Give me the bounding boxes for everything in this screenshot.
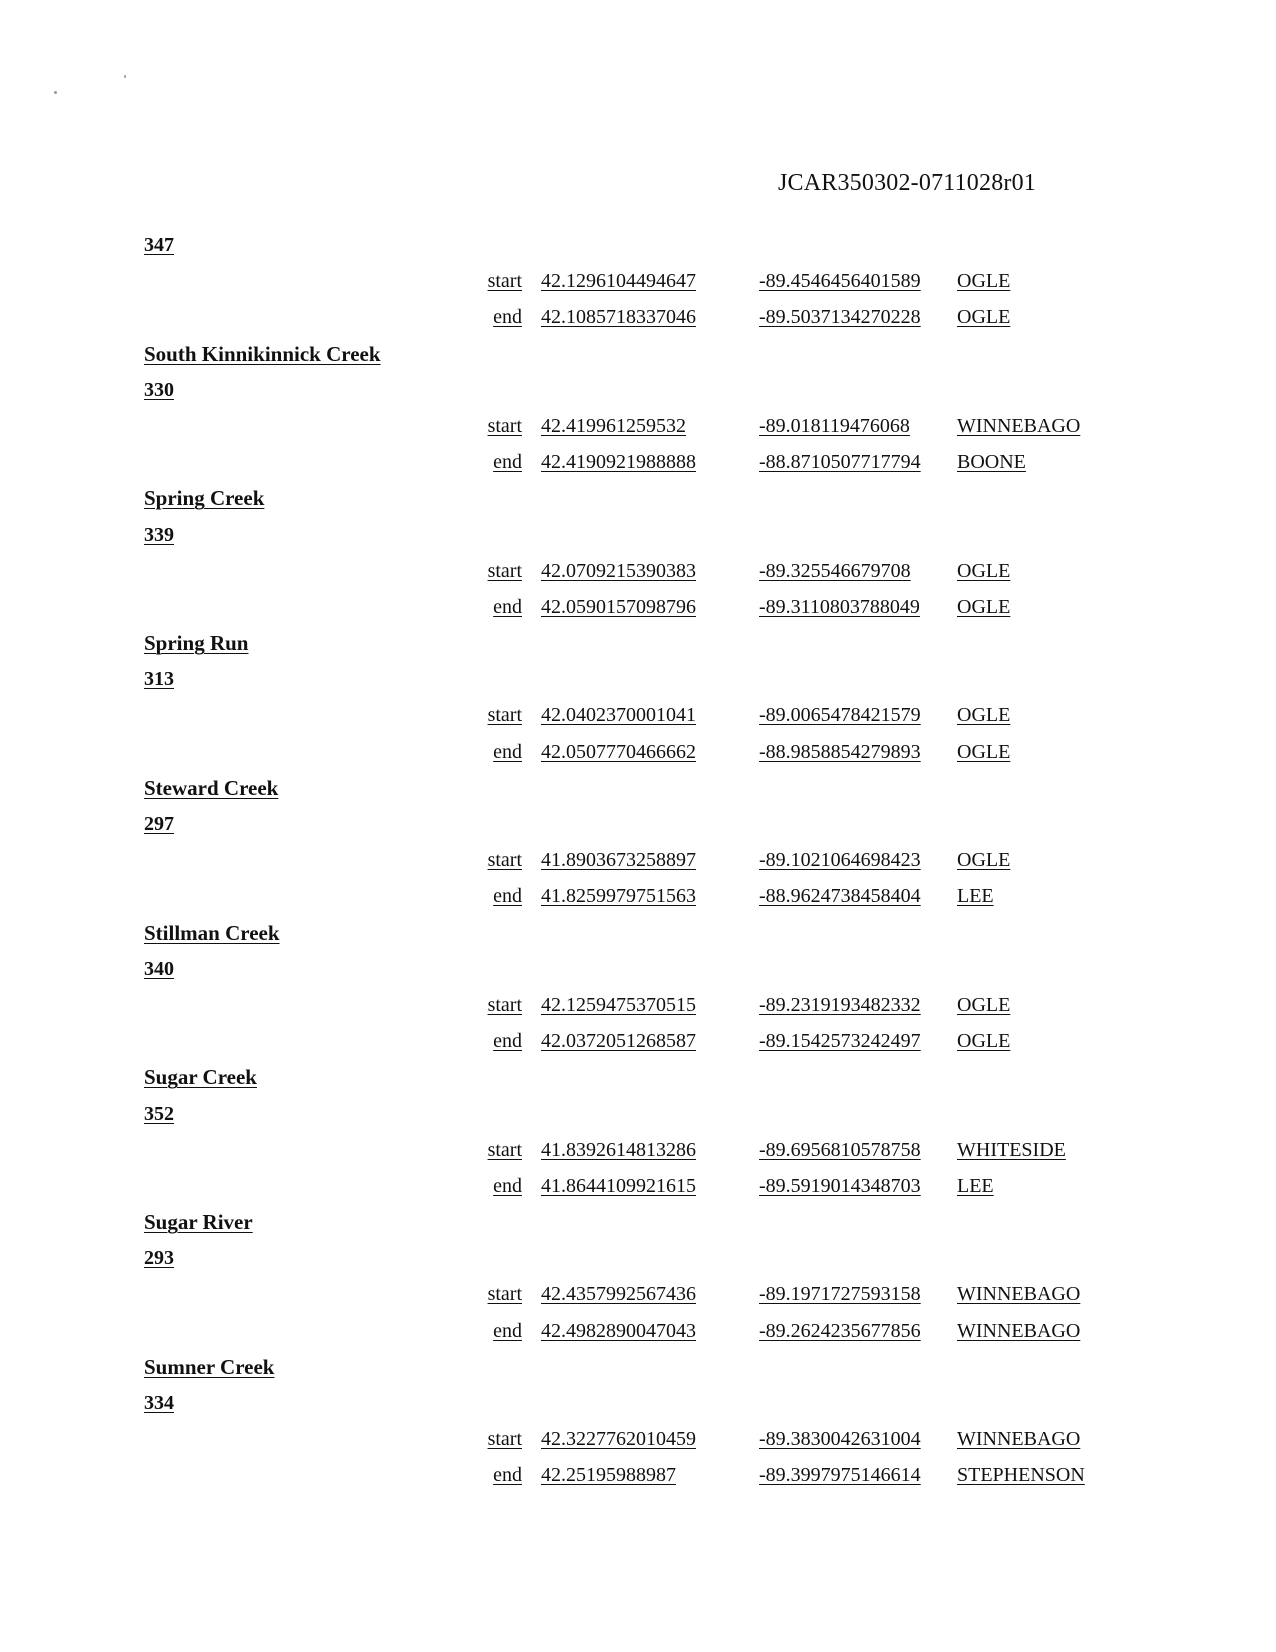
latitude-value: 42.4190921988888 [541, 451, 696, 474]
stream-name: Sugar Creek [144, 1065, 257, 1090]
start-point-row [0, 408, 1276, 444]
stream-name-row [0, 480, 1276, 516]
county-name: WHITESIDE [957, 1138, 1066, 1161]
stream-name-row [0, 1059, 1276, 1095]
scan-speck [124, 75, 126, 78]
latitude-value: 42.0590157098796 [541, 595, 696, 618]
end-label: end [493, 451, 522, 474]
latitude-value: 42.1085718337046 [541, 306, 696, 329]
stream-entry [0, 1204, 1276, 1349]
latitude-value: 42.1259475370515 [541, 993, 696, 1016]
longitude-value: -88.8710507717794 [759, 451, 921, 474]
stream-name: Spring Creek [144, 486, 265, 511]
segment-number: 352 [144, 1102, 174, 1125]
document-id: JCAR350302-0711028r01 [778, 170, 1036, 196]
segment-number: 330 [144, 378, 174, 401]
latitude-value: 42.0402370001041 [541, 704, 696, 727]
county-name: OGLE [957, 595, 1011, 618]
stream-entry [0, 625, 1276, 770]
segment-number: 340 [144, 957, 174, 980]
longitude-value: -89.5037134270228 [759, 306, 921, 329]
start-point-row [0, 1276, 1276, 1312]
latitude-value: 42.3227762010459 [541, 1428, 696, 1451]
stream-name: Spring Run [144, 631, 249, 656]
longitude-value: -89.018119476068 [759, 414, 910, 437]
end-label: end [493, 595, 522, 618]
start-label: start [487, 1138, 522, 1161]
start-label: start [487, 270, 522, 293]
start-point-row [0, 697, 1276, 733]
county-name: WINNEBAGO [957, 1319, 1081, 1342]
stream-name-row [0, 1204, 1276, 1240]
stream-entry [0, 1349, 1276, 1494]
segment-number: 334 [144, 1392, 174, 1414]
latitude-value: 42.4982890047043 [541, 1319, 696, 1342]
stream-entry [0, 770, 1276, 915]
segment-number: 347 [144, 234, 174, 256]
stream-name-row [0, 1349, 1276, 1385]
latitude-value: 42.1296104494647 [541, 270, 696, 293]
latitude-value: 41.8392614813286 [541, 1138, 696, 1161]
county-name: WINNEBAGO [957, 1428, 1081, 1451]
segment-number-row [0, 951, 1276, 987]
longitude-value: -89.325546679708 [759, 559, 911, 582]
end-point-row [0, 1168, 1276, 1204]
longitude-value: -89.3110803788049 [759, 595, 920, 618]
stream-segment-list [0, 227, 1276, 1494]
county-name: OGLE [957, 270, 1011, 293]
end-point-row [0, 444, 1276, 480]
segment-number: 339 [144, 523, 174, 546]
stream-entry [0, 336, 1276, 481]
end-point-row [0, 1457, 1276, 1493]
end-label: end [493, 306, 522, 329]
stream-name-row [0, 770, 1276, 806]
start-label: start [487, 849, 522, 872]
latitude-value: 42.25195988987 [541, 1464, 676, 1487]
start-label: start [487, 993, 522, 1016]
longitude-value: -89.1542573242497 [759, 1030, 921, 1053]
stream-name-row [0, 915, 1276, 951]
stream-name: Steward Creek [144, 775, 279, 800]
end-point-row [0, 1313, 1276, 1349]
start-label: start [487, 414, 522, 437]
county-name: OGLE [957, 993, 1011, 1016]
longitude-value: -89.5919014348703 [759, 1174, 921, 1197]
start-point-row [0, 1421, 1276, 1457]
end-label: end [493, 1319, 522, 1342]
start-label: start [487, 1428, 522, 1451]
start-label: start [487, 559, 522, 582]
segment-number: 313 [144, 668, 174, 691]
longitude-value: -88.9624738458404 [759, 885, 921, 908]
county-name: LEE [957, 885, 994, 908]
stream-name: Stillman Creek [144, 920, 280, 945]
start-point-row [0, 842, 1276, 878]
county-name: OGLE [957, 740, 1011, 763]
segment-number: 293 [144, 1247, 174, 1270]
county-name: OGLE [957, 704, 1011, 727]
latitude-value: 42.0507770466662 [541, 740, 696, 763]
segment-number-row [0, 1385, 1276, 1421]
stream-name: Sugar River [144, 1210, 253, 1235]
end-point-row [0, 878, 1276, 914]
longitude-value: -89.0065478421579 [759, 704, 921, 727]
latitude-value: 41.8903673258897 [541, 849, 696, 872]
county-name: BOONE [957, 451, 1026, 474]
segment-number-row [0, 372, 1276, 408]
end-point-row [0, 734, 1276, 770]
county-name: OGLE [957, 1030, 1011, 1053]
scan-speck [54, 91, 57, 94]
county-name: OGLE [957, 849, 1011, 872]
start-label: start [487, 704, 522, 727]
segment-number-row [0, 1096, 1276, 1132]
start-point-row [0, 263, 1276, 299]
segment-number-row [0, 1240, 1276, 1276]
longitude-value: -89.1021064698423 [759, 849, 921, 872]
latitude-value: 42.0372051268587 [541, 1030, 696, 1053]
stream-entry [0, 480, 1276, 625]
stream-name: South Kinnikinnick Creek [144, 341, 381, 366]
longitude-value: -88.9858854279893 [759, 740, 921, 763]
latitude-value: 41.8259979751563 [541, 885, 696, 908]
stream-name-row [0, 336, 1276, 372]
longitude-value: -89.1971727593158 [759, 1283, 921, 1306]
start-point-row [0, 553, 1276, 589]
segment-number: 297 [144, 813, 174, 835]
longitude-value: -89.6956810578758 [759, 1138, 921, 1161]
county-name: OGLE [957, 559, 1011, 582]
latitude-value: 42.419961259532 [541, 414, 686, 437]
stream-entry [0, 1059, 1276, 1204]
longitude-value: -89.2624235677856 [759, 1319, 921, 1342]
latitude-value: 41.8644109921615 [541, 1174, 696, 1197]
end-label: end [493, 1174, 522, 1197]
segment-number-row [0, 661, 1276, 697]
end-point-row [0, 589, 1276, 625]
segment-number-row [0, 227, 1276, 263]
county-name: LEE [957, 1174, 994, 1197]
county-name: OGLE [957, 306, 1011, 329]
segment-number-row [0, 517, 1276, 553]
stream-entry [0, 227, 1276, 336]
start-label: start [487, 1283, 522, 1306]
start-point-row [0, 987, 1276, 1023]
stream-name-row [0, 625, 1276, 661]
end-label: end [493, 1464, 522, 1487]
longitude-value: -89.3830042631004 [759, 1428, 921, 1451]
start-point-row [0, 1132, 1276, 1168]
stream-entry [0, 915, 1276, 1060]
county-name: WINNEBAGO [957, 1283, 1081, 1306]
county-name: WINNEBAGO [957, 414, 1081, 437]
latitude-value: 42.0709215390383 [541, 559, 696, 582]
latitude-value: 42.4357992567436 [541, 1283, 696, 1306]
end-point-row [0, 299, 1276, 335]
longitude-value: -89.4546456401589 [759, 270, 921, 293]
longitude-value: -89.2319193482332 [759, 993, 921, 1016]
end-point-row [0, 1023, 1276, 1059]
longitude-value: -89.3997975146614 [759, 1464, 921, 1487]
county-name: STEPHENSON [957, 1464, 1085, 1487]
segment-number-row [0, 806, 1276, 842]
end-label: end [493, 1030, 522, 1053]
end-label: end [493, 740, 522, 763]
end-label: end [493, 885, 522, 908]
stream-name: Sumner Creek [144, 1354, 275, 1379]
